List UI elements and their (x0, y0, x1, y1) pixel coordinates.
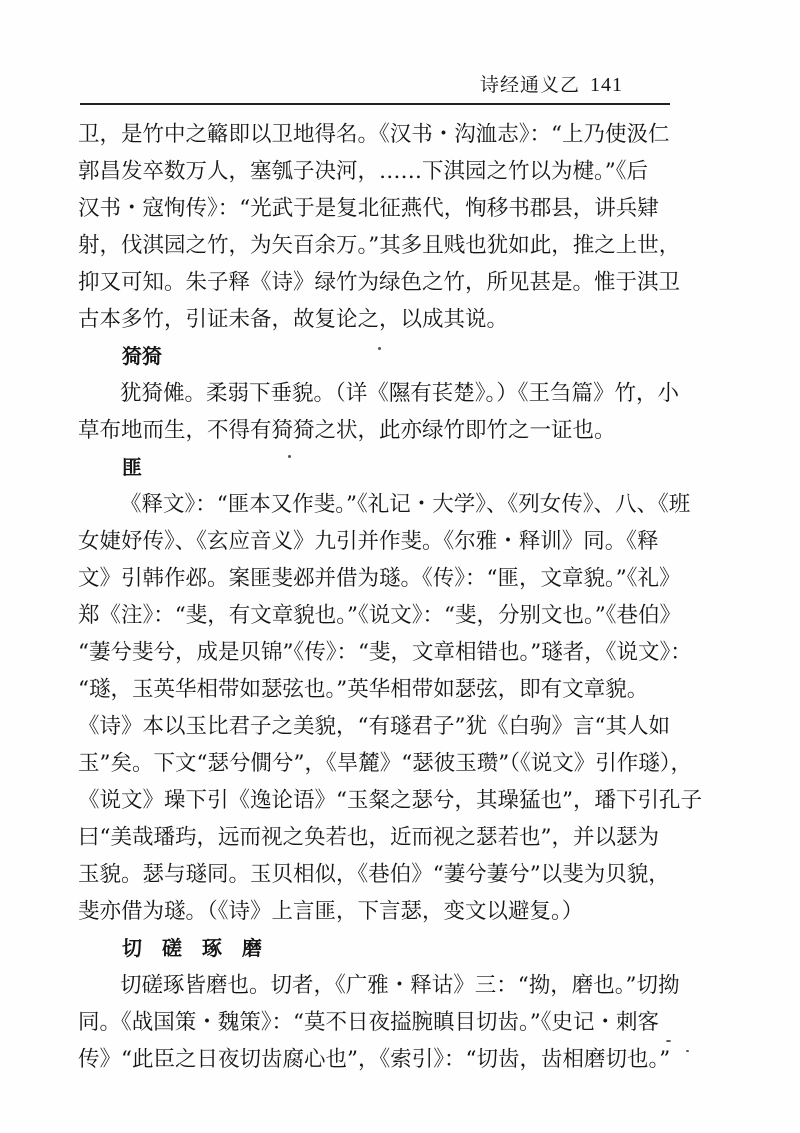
text-line: 传》“此臣之日夜切齿腐心也”，《索引》：“切齿，齿相磨切也。” (78, 1047, 671, 1072)
print-speck (378, 347, 381, 350)
text-line: 女婕妤传》、《玄应音义》九引并作斐。《尔雅・释训》同。《释 (78, 529, 659, 554)
text-line: “萋兮斐兮，成是贝锦”《传》：“斐，文章相错也。”璲者，《说文》： (78, 640, 692, 665)
text-line: 草布地而生，不得有猗猗之状，此亦绿竹即竹之一证也。 (78, 418, 616, 443)
header-rule (80, 103, 670, 105)
print-speck (288, 455, 291, 458)
body-text (78, 116, 702, 1078)
text-line: 斐亦借为璲。（《诗》上言匪，下言瑟，变文以避复。） (78, 899, 584, 924)
text-line: 抑又可知。朱子释《诗》绿竹为绿色之竹，所见甚是。惟于淇卫 (78, 270, 681, 295)
text-line: 射，伐淇园之竹，为矢百余万。”其多且贱也犹如此，推之上世， (78, 233, 681, 258)
print-speck (686, 1050, 689, 1052)
text-line: 曰“美哉璠玙，远而视之奂若也，近而视之瑟若也”，并以瑟为 (78, 825, 659, 850)
text-line: 《诗》本以玉比君子之美貌，“有璲君子”犹《白驹》言“其人如 (78, 714, 670, 739)
entry-heading: 匪 (122, 455, 142, 479)
entry-heading: 切磋琢磨 (122, 936, 282, 960)
entry-heading: 猗猗 (122, 344, 162, 368)
text-line: 文》引韩作邲。案匪斐邲并借为璲。《传》：“匪，文章貌。”《礼》 (78, 566, 681, 591)
text-line: 玉貌。瑟与璲同。玉贝相似，《巷伯》“萋兮萋兮”以斐为贝貌， (78, 862, 670, 887)
page-number: 141 (590, 74, 624, 96)
text-line: 同。《战国策・魏策》：“莫不日夜搤腕瞋目切齿。”《史记・刺客 (78, 1010, 659, 1035)
text-line: 郭昌发卒数万人，塞瓠子决河，……下淇园之竹以为楗。”《后 (78, 159, 648, 184)
text-line: 玉”矣。下文“瑟兮僩兮”，《旱麓》“瑟彼玉瓒”（《说文》引作璲）， (78, 751, 692, 776)
print-speck (666, 1040, 671, 1042)
text-line: 郑《注》：“斐，有文章貌也。”《说文》：“斐，分别文也。”《巷伯》 (78, 603, 681, 628)
text-line: 汉书・寇恂传》：“光武于是复北征燕代，恂移书郡县，讲兵肄 (78, 196, 659, 221)
text-line: 切磋琢皆磨也。切者，《广雅・释诂》三：“拗，磨也。”切拗 (120, 973, 680, 998)
running-title: 诗经通义乙 (480, 74, 581, 96)
text-line: 《说文》璪下引《逸论语》“玉粲之瑟兮，其璪猛也”，璠下引孔子 (78, 788, 702, 813)
text-line: “璲，玉英华相带如瑟弦也。”英华相带如瑟弦，即有文章貌。 (78, 677, 649, 702)
text-line: 犹猗傩。柔弱下垂貌。（详《隰有苌楚》。）《王刍篇》竹，小 (120, 381, 680, 406)
text-line: 《释文》：“匪本又作斐。”《礼记・大学》、《列女传》、八、《班 (120, 492, 691, 517)
running-header (480, 70, 623, 100)
text-line: 卫，是竹中之簵即以卫地得名。《汉书・沟洫志》：“上乃使汲仁 (78, 122, 670, 147)
text-line: 古本多竹，引证未备，故复论之，以成其说。 (78, 307, 509, 332)
